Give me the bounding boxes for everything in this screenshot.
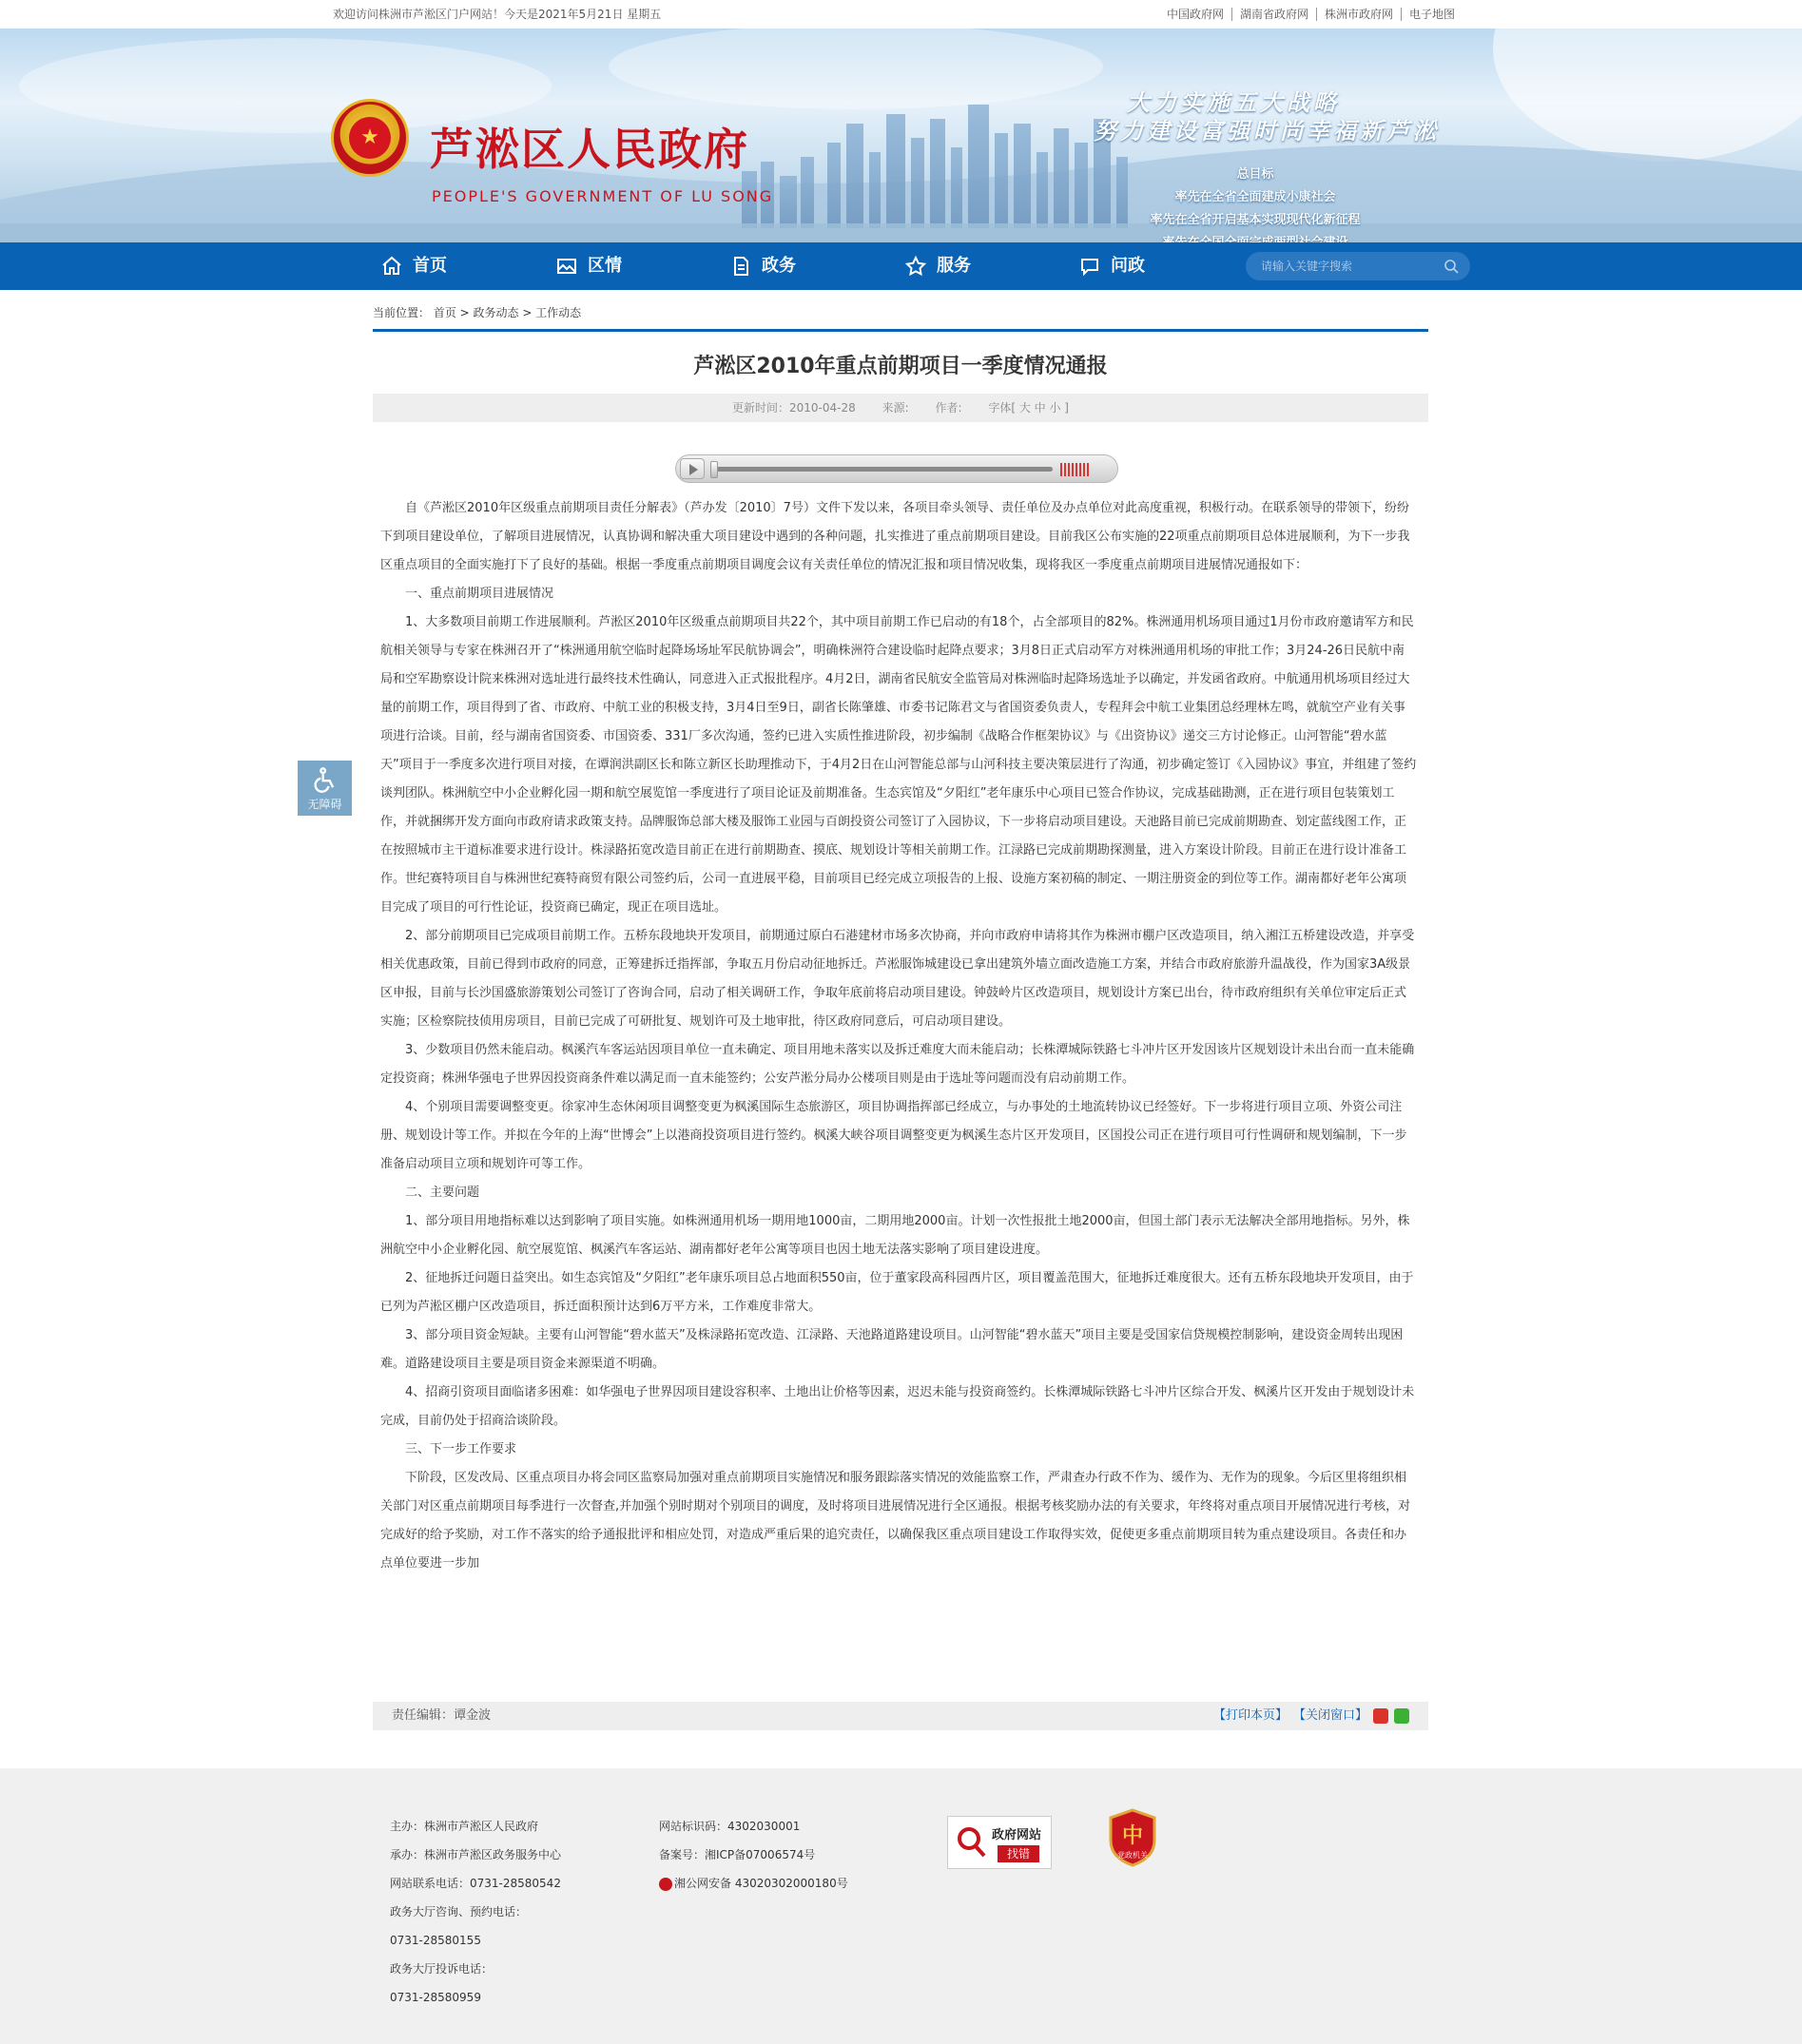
site-title[interactable]: 芦淞区人民政府 (430, 124, 749, 175)
font-size-switch[interactable]: 字体[ 大 中 小 ] (988, 401, 1069, 415)
nav-home-label: 首页 (413, 256, 447, 276)
welcome-text: 欢迎访问株洲市芦淞区门户网站！今天是2021年5月21日 星期五 (333, 8, 662, 21)
nav-affairs[interactable] (729, 242, 796, 290)
paragraph: 4、招商引资项目面临诸多困难：如华强电子世界因项目建设容积率、土地出让价格等因素，迟迟未能与投资商签约。长株潭城际铁路七斗冲片区综合开发、枫溪片区开发由于规划设计未完成，目前仍处于招商洽谈阶段。 (380, 1385, 1415, 1428)
footer-police[interactable] (659, 1869, 848, 1898)
city-skyline-image (0, 29, 1802, 242)
footer-organizer: 承办：株洲市芦淞区政务服务中心 (390, 1848, 562, 1861)
nav-inquiry-label: 问政 (1111, 256, 1145, 276)
paragraph: 1、大多数项目前期工作进展顺利。芦淞区2010年区级重点前期项目共22个，其中项目前期工作已启动的有18个，占全部项目的82%。株洲通用机场项目通过1月份市政府邀请军方和民航相关领导与专家在株洲召开了“株洲通用航空临时起降场场址军民航协调会”，明确株洲符合建设临时起降点要求；3月8日正式启动军方对株洲通用机场的审批工作；3月24-26日民航中南局和空军勘察设计院来株洲对选址进行最终技术性确认，同意进入正式报批程序。4月2日，湖南省民航安全监管局对株洲临时起降场选址予以确定，并发函省政府。中航通用机场项目经过大量的前期工作，项目得到了省、市政府、中航工业的积极支持，3月4日至9日，副省长陈肇雄、市委书记陈君文与省国资委负责人，专程拜会中航工业集团总经理林左鸣，就航空产业有关事项进行洽谈。目前，经与湖南省国资委、市国资委、331厂多次沟通，签约已进入实质性推进阶段，初步编制《战略合作框架协议》与《出资协议》递交三方讨论修正。山河智能“碧水蓝天”项目于一季度多次进行项目对接，在谭润洪副区长和陈立新区长助理推动下，于4月2日在山河智能总部与山河科技主要决策层进行了沟通，初步确定签订《入园协议》事宜，并组建了签约谈判团队。株洲航空中小企业孵化园一期和航空展览馆一季度进行了项目论证及前期准备。生态宾馆及“夕阳红”老年康乐中心项目已签合作协议，完成基础勘测，正在进行项目包装策划工作，并就捆绑开发方面向市政府请求政策支持。品牌服饰总部大楼及服饰工业园与百朗投资公司签订了入园协议，下一步将启动项目建设。天池路目前已完成前期勘查、划定蓝线图工作，正在按照城市主干道标准要求进行设计。株渌路拓宽改造目前正在进行前期勘查、摸底、规划设计等相关前期工作。江渌路已完成前期勘探测量，进入方案设计阶段。目前正在进行设计准备工作。世纪赛特项目自与株洲世纪赛特商贸有限公司签约后，公司一直进展平稳，目前项目已经完成立项报告的上报、设施方案初稿的制定、一期注册资金的到位等工作。湖南都好老年公寓项目完成了项目的可行性论证，投资商已确定，现正在项目选址。 (380, 615, 1417, 915)
chat-icon (1078, 255, 1101, 278)
author-label: 作者: (935, 401, 962, 415)
star-icon (904, 255, 927, 278)
progress-handle[interactable] (710, 461, 718, 478)
progress-track[interactable] (710, 467, 1053, 472)
footer-complaint-phone: 0731-28580959 (390, 1991, 481, 2004)
wheelchair-icon (312, 766, 339, 793)
link-zhuzhou-gov[interactable]: 株洲市政府网 (1317, 8, 1402, 21)
paragraph: 下阶段，区发改局、区重点项目办将会同区监察局加强对重点前期项目实施情况和服务跟踪落实情况的效能监察工作，严肃查办行政不作为、缓作为、无作为的现象。今后区里将组织相关部门对区重点前期项目每季进行一次督查,并加强个别时期对个别项目的调度，及时将项目进展情况进行全区通报。根据考核奖励办法的有关要求，年终将对重点项目开展情况进行考核，对完成好的给予奖励，对工作不落实的给予通报批评和相应处罚，对造成严重后果的追究责任，以确保我区重点项目建设工作取得实效，促使更多重点前期项目转为重点建设项目。各责任和办点单位要进一步加 (380, 1471, 1411, 1571)
nav-inquiry[interactable] (1078, 242, 1145, 290)
search-box (1246, 252, 1470, 280)
top-links (1159, 0, 1463, 29)
national-emblem-icon: ★ (331, 99, 409, 177)
print-link[interactable]: 【打印本页】 (1212, 1708, 1288, 1723)
police-badge-icon (659, 1878, 672, 1891)
paragraph: 二、主要问题 (405, 1186, 480, 1200)
magnifier-icon (956, 1824, 988, 1861)
divider (373, 329, 1428, 332)
accessibility-button[interactable] (298, 761, 352, 816)
party-gov-badge-icon[interactable] (1107, 1808, 1158, 1867)
nav-affairs-label: 政务 (762, 256, 796, 276)
link-china-gov[interactable]: 中国政府网 (1159, 8, 1232, 21)
nav-district-label: 区情 (588, 256, 622, 276)
goal-item: 率先在全省开启基本实现现代化新征程 (1150, 213, 1361, 227)
footer-host: 主办：株洲市芦淞区人民政府 (390, 1820, 539, 1833)
close-window-link[interactable]: 【关闭窗口】 (1292, 1708, 1367, 1723)
goal-item: 率先在全省全面建成小康社会 (1174, 190, 1336, 204)
nav-service[interactable] (904, 242, 971, 290)
slogan-line-1: 大力实施五大战略 (1127, 88, 1340, 116)
footer-police-text: 湘公网安备 43020302000180号 (674, 1877, 848, 1890)
footer-info-col1 (390, 1812, 561, 2012)
slogan-line-2: 努力建设富强时尚幸福新芦淞 (1094, 117, 1440, 145)
paragraph: 4、个别项目需要调整变更。徐家冲生态休闲项目调整变更为枫溪国际生态旅游区，项目协调指挥部已经成立，与办事处的土地流转协议已经签好。下一步将进行项目立项、外资公司注册、规划设计等工作。并拟在今年的上海“世博会”上以港商投资项目进行签约。枫溪大峡谷项目调整变更为枫溪生态片区开发项目，区国投公司正在进行项目可行性调研和规划编制，下一步准备启动项目立项和规划许可等工作。 (380, 1100, 1407, 1171)
play-button[interactable] (680, 458, 705, 479)
paragraph: 一、重点前期项目进展情况 (405, 587, 554, 601)
update-time: 更新时间：2010-04-28 (732, 401, 856, 415)
audio-player (675, 454, 1118, 483)
source-label: 来源: (882, 401, 909, 415)
accessibility-label: 无障碍 (307, 798, 342, 811)
goals-block (1132, 164, 1379, 255)
paragraph: 3、少数项目仍然未能启动。枫溪汽车客运站因项目单位一直未确定、项目用地未落实以及拆迁难度大而未能启动；长株潭城际铁路七斗冲片区开发因该片区规划设计未出台而一直未能确定投资商；株洲华强电子世界因投资商条件难以满足而一直未能签约；公安芦淞分局办公楼项目则是由于选址等问题而没有启动前期工作。 (380, 1043, 1415, 1086)
gov-badge-title: 政府网站 (992, 1828, 1042, 1842)
link-e-map[interactable]: 电子地图 (1408, 8, 1455, 21)
footer-phone: 网站联系电话：0731-28580542 (390, 1877, 561, 1890)
footer-complaint-label: 政务大厅投诉电话： (390, 1962, 494, 1976)
article-title: 芦淞区2010年重点前期项目一季度情况通报 (693, 355, 1108, 378)
article-meta (373, 394, 1428, 422)
home-icon (380, 255, 403, 278)
volume-indicator[interactable] (1060, 463, 1089, 476)
gov-badge-action: 找错 (998, 1845, 1039, 1862)
main-nav (0, 242, 1802, 290)
article-actions (1213, 1702, 1409, 1730)
site-subtitle: PEOPLE'S GOVERNMENT OF LU SONG (432, 187, 774, 205)
nav-district[interactable] (555, 242, 622, 290)
editor-bar (373, 1702, 1428, 1730)
search-icon[interactable] (1444, 259, 1459, 274)
paragraph: 2、征地拆迁问题日益突出。如生态宾馆及“夕阳红”老年康乐项目总占地面积550亩，位于董家段高科园西片区，项目覆盖范围大，征地拆迁难度很大。还有五桥东段地块开发项目，由于已列为芦淞区棚户区改造项目，拆迁面积预计达到6万平方米，工作难度非常大。 (380, 1271, 1414, 1314)
footer-info-col2 (659, 1812, 848, 1898)
header-banner (0, 29, 1802, 242)
breadcrumb[interactable]: 当前位置： 首页 > 政务动态 > 工作动态 (373, 306, 582, 319)
footer-site-code: 网站标识码：4302030001 (659, 1820, 801, 1833)
footer-icp[interactable]: 备案号：湘ICP备07006574号 (659, 1848, 816, 1861)
paragraph: 三、下一步工作要求 (405, 1442, 517, 1456)
link-hunan-gov[interactable]: 湖南省政府网 (1232, 8, 1317, 21)
picture-icon (555, 255, 578, 278)
document-icon (729, 255, 752, 278)
footer-hall-label: 政务大厅咨询、预约电话： (390, 1905, 528, 1919)
nav-service-label: 服务 (937, 256, 971, 276)
article-body (380, 494, 1417, 1578)
party-badge-label: 党政机关 (1117, 1851, 1148, 1860)
search-input[interactable] (1261, 252, 1432, 280)
svg-text:中: 中 (1121, 1824, 1144, 1848)
goals-title: 总目标 (1236, 167, 1274, 182)
weibo-share-icon[interactable] (1373, 1708, 1388, 1724)
footer-hall-phone: 0731-28580155 (390, 1934, 481, 1947)
nav-home[interactable] (380, 242, 447, 290)
wechat-share-icon[interactable] (1394, 1708, 1409, 1724)
gov-site-error-badge[interactable] (947, 1816, 1052, 1869)
paragraph: 1、部分项目用地指标难以达到影响了项目实施。如株洲通用机场一期用地1000亩，二期用地2000亩。计划一次性报批土地2000亩，但国土部门表示无法解决全部用地指标。另外，株洲航空中小企业孵化园、航空展览馆、枫溪汽车客运站、湖南都好老年公寓等项目也因土地无法落实影响了项目建设进度。 (380, 1214, 1410, 1257)
paragraph: 2、部分前期项目已完成项目前期工作。五桥东段地块开发项目，前期通过原白石港建材市场多次协商，并向市政府申请将其作为株洲市棚户区改造项目，纳入湘江五桥建设改造，并享受相关优惠政策，目前已得到市政府的同意，正筹建拆迁指挥部，争取五月份启动征地拆迁。芦淞服饰城建设已拿出建筑外墙立面改造施工方案，并结合市政府旅游升温战役，作为国家3A级景区申报，目前与长沙国盛旅游策划公司签订了咨询合同，启动了相关调研工作，争取年底前将启动项目建设。钟鼓岭片区改造项目，规划设计方案已出台，待市政府组织有关单位审定后正式实施；区检察院技侦用房项目，目前已完成了可研批复、规划许可及土地审批，待区政府同意后，可启动项目建设。 (380, 929, 1415, 1029)
paragraph: 自《芦淞区2010年区级重点前期项目责任分解表》（芦办发〔2010〕7号）文件下发以来，各项目牵头领导、责任单位及办点单位对此高度重视，积极行动。在联系领导的带领下，纷纷下到项目建设单位，了解项目进展情况，认真协调和解决重大项目建设中遇到的各种问题，扎实推进了重点前期项目建设。目前我区公布实施的22项重点前期项目总体进展顺利，为下一步我区重点项目的全面实施打下了良好的基础。根据一季度重点前期项目调度会议有关责任单位的情况汇报和项目情况收集，现将我区一季度重点前期项目进展情况通报如下： (380, 501, 1410, 572)
paragraph: 3、部分项目资金短缺。主要有山河智能“碧水蓝天”及株渌路拓宽改造、江渌路、天池路道路建设项目。山河智能“碧水蓝天”项目主要是受国家信贷规模控制影响，建设资金周转出现困难。道路建设项目主要是项目资金来源渠道不明确。 (380, 1328, 1404, 1371)
footer (0, 1768, 1802, 2044)
responsible-editor: 责任编辑：谭金波 (392, 1708, 492, 1723)
